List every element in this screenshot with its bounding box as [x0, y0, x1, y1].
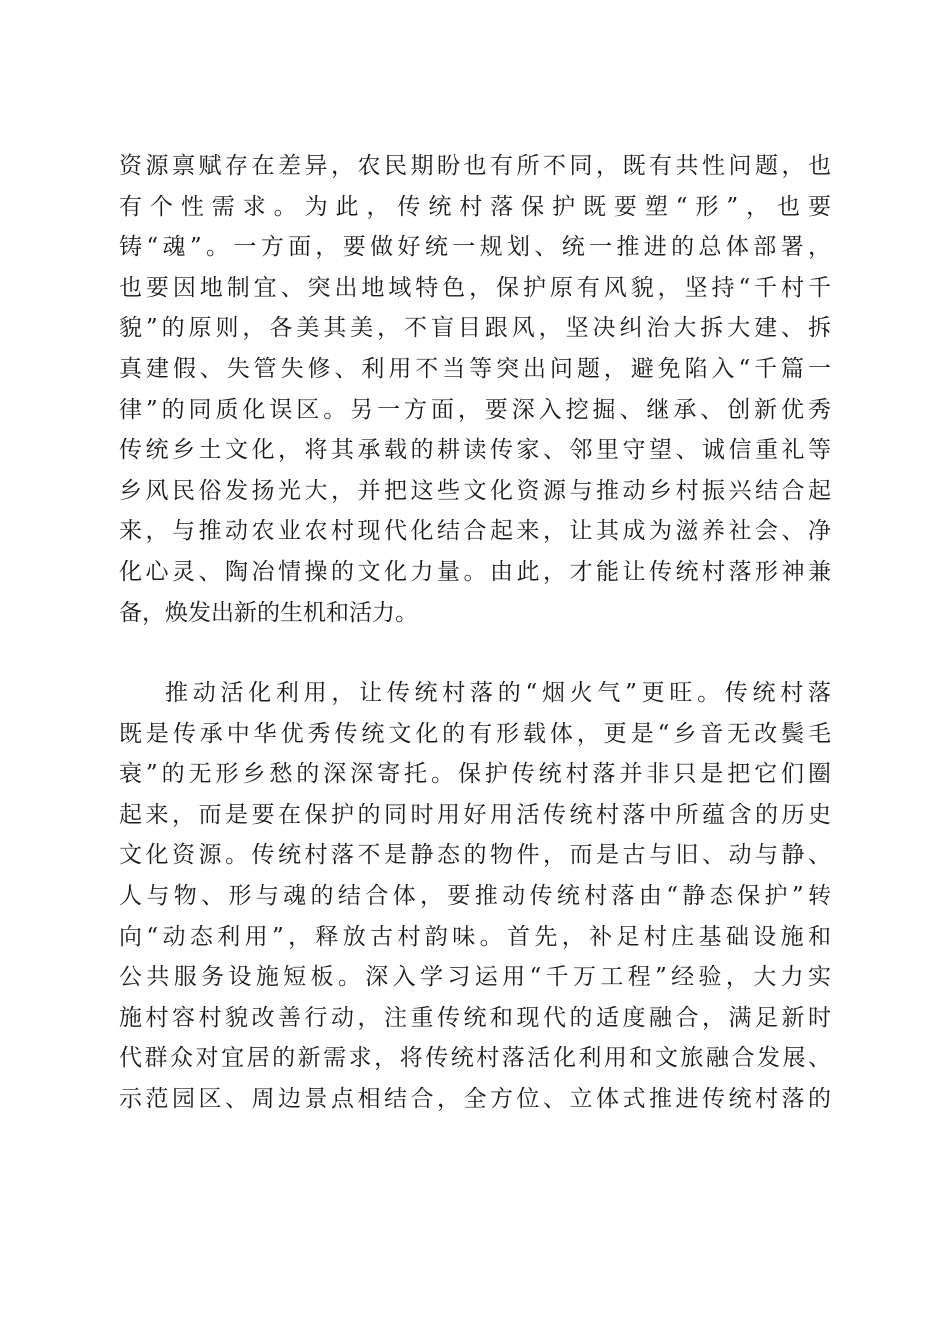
paragraph-line: 貌”的原则，各美其美，不盲目跟风，坚决纠治大拆大建、拆: [119, 315, 831, 342]
paragraph-line: 衰”的无形乡愁的深深寄托。保护传统村落并非只是把它们圈: [119, 761, 831, 788]
paragraph-line: 铸“魂”。一方面，要做好统一规划、统一推进的总体部署，: [119, 234, 831, 261]
paragraph-line: 备，焕发出新的生机和活力。: [119, 599, 418, 626]
paragraph-line: 代群众对宜居的新需求，将传统村落活化利用和文旅融合发展、: [119, 1045, 831, 1072]
paragraph-line: 资源禀赋存在差异，农民期盼也有所不同，既有共性问题，也: [119, 153, 831, 179]
paragraph-line: 来，与推动农业农村现代化结合起来，让其成为滋养社会、净: [119, 518, 831, 545]
paragraph-2: [119, 673, 831, 1120]
paragraph-1: [119, 146, 831, 633]
paragraph-line: 律”的同质化误区。另一方面，要深入挖掘、继承、创新优秀: [119, 396, 831, 423]
paragraph-line: 向“动态利用”，释放古村韵味。首先，补足村庄基础设施和: [119, 923, 831, 950]
paragraph-line: 化心灵、陶冶情操的文化力量。由此，才能让传统村落形神兼: [119, 558, 831, 585]
paragraph-line: 文化资源。传统村落不是静态的物件，而是古与旧、动与静、: [119, 842, 831, 869]
paragraph-line: 传统乡土文化，将其承载的耕读传家、邻里守望、诚信重礼等: [119, 437, 831, 464]
paragraph-line: 真建假、失管失修、利用不当等突出问题，避免陷入“千篇一: [119, 355, 831, 382]
paragraph-line: 有个性需求。为此，传统村落保护既要塑“形”，也要: [119, 193, 831, 220]
paragraph-line: 推动活化利用，让传统村落的“烟火气”更旺。传统村落: [165, 680, 831, 706]
paragraph-line: 施村容村貌改善行动，注重传统和现代的适度融合，满足新时: [119, 1004, 831, 1031]
paragraph-line: 人与物、形与魂的结合体，要推动传统村落由“静态保护”转: [119, 882, 831, 909]
paragraph-line: 起来，而是要在保护的同时用好用活传统村落中所蕴含的历史: [119, 801, 831, 828]
paragraph-line: 示范园区、周边景点相结合，全方位、立体式推进传统村落的: [119, 1085, 831, 1112]
paragraph-line: 既是传承中华优秀传统文化的有形载体，更是“乡音无改鬓毛: [119, 720, 831, 747]
paragraph-line: 乡风民俗发扬光大，并把这些文化资源与推动乡村振兴结合起: [119, 477, 831, 504]
paragraph-line: 也要因地制宜、突出地域特色，保护原有风貌，坚持“千村千: [119, 274, 831, 301]
paragraph-line: 公共服务设施短板。深入学习运用“千万工程”经验，大力实: [119, 964, 831, 991]
